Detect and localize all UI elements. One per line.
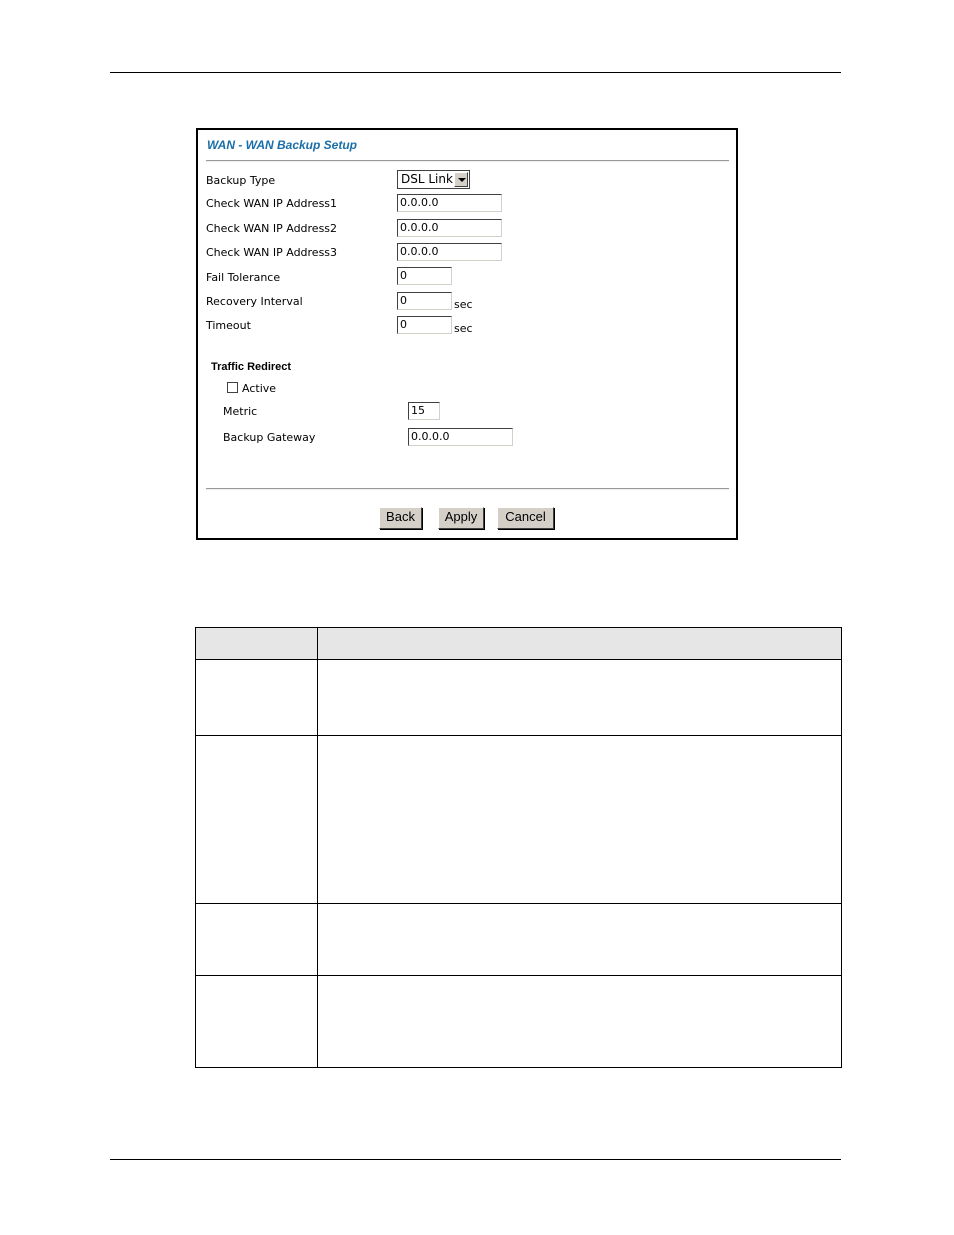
- recovery-interval-unit: sec: [454, 298, 473, 311]
- active-label: Active: [242, 382, 277, 395]
- check-wan-ip-3-input[interactable]: 0.0.0.0: [397, 243, 502, 261]
- table-cell: [318, 736, 842, 904]
- table-cell: [196, 660, 318, 736]
- backup-type-value: DSL Link: [401, 172, 453, 186]
- backup-gateway-label: Backup Gateway: [223, 431, 316, 444]
- table-header-row: [196, 628, 842, 660]
- table-row: [196, 976, 842, 1068]
- recovery-interval-label: Recovery Interval: [206, 295, 303, 308]
- check-wan-ip-2-label: Check WAN IP Address2: [206, 222, 338, 235]
- table-header-cell: [318, 628, 842, 660]
- footer-divider: [206, 488, 729, 490]
- timeout-label: Timeout: [206, 319, 251, 332]
- table-cell: [196, 904, 318, 976]
- table-cell: [196, 736, 318, 904]
- field-description-table: [195, 627, 842, 1068]
- panel-title: WAN - WAN Backup Setup: [207, 138, 358, 152]
- table-cell: [318, 904, 842, 976]
- traffic-redirect-heading: Traffic Redirect: [211, 361, 292, 373]
- table-row: [196, 736, 842, 904]
- table-row: [196, 660, 842, 736]
- check-wan-ip-1-input[interactable]: 0.0.0.0: [397, 194, 502, 212]
- backup-type-select[interactable]: [397, 170, 470, 189]
- chevron-down-icon[interactable]: [454, 172, 468, 187]
- check-wan-ip-1-label: Check WAN IP Address1: [206, 197, 338, 210]
- backup-type-label: Backup Type: [206, 174, 276, 187]
- active-checkbox[interactable]: [227, 382, 238, 393]
- backup-gateway-input[interactable]: 0.0.0.0: [408, 428, 513, 446]
- apply-button[interactable]: Apply: [438, 507, 484, 529]
- check-wan-ip-3-label: Check WAN IP Address3: [206, 246, 338, 259]
- recovery-interval-input[interactable]: 0: [397, 292, 452, 310]
- table-cell: [196, 976, 318, 1068]
- check-wan-ip-2-input[interactable]: 0.0.0.0: [397, 219, 502, 237]
- table-cell: [318, 660, 842, 736]
- back-button[interactable]: Back: [379, 507, 422, 529]
- table-cell: [318, 976, 842, 1068]
- page-header-rule: [110, 72, 841, 73]
- metric-input[interactable]: 15: [408, 402, 440, 420]
- fail-tolerance-input[interactable]: 0: [397, 267, 452, 285]
- page-footer-rule: [110, 1159, 841, 1160]
- metric-label: Metric: [223, 405, 258, 418]
- cancel-button[interactable]: Cancel: [497, 507, 554, 529]
- wan-backup-setup-panel: [196, 128, 738, 540]
- title-divider: [206, 160, 729, 162]
- timeout-unit: sec: [454, 322, 473, 335]
- table-header-cell: [196, 628, 318, 660]
- timeout-input[interactable]: 0: [397, 316, 452, 334]
- fail-tolerance-label: Fail Tolerance: [206, 271, 281, 284]
- table-row: [196, 904, 842, 976]
